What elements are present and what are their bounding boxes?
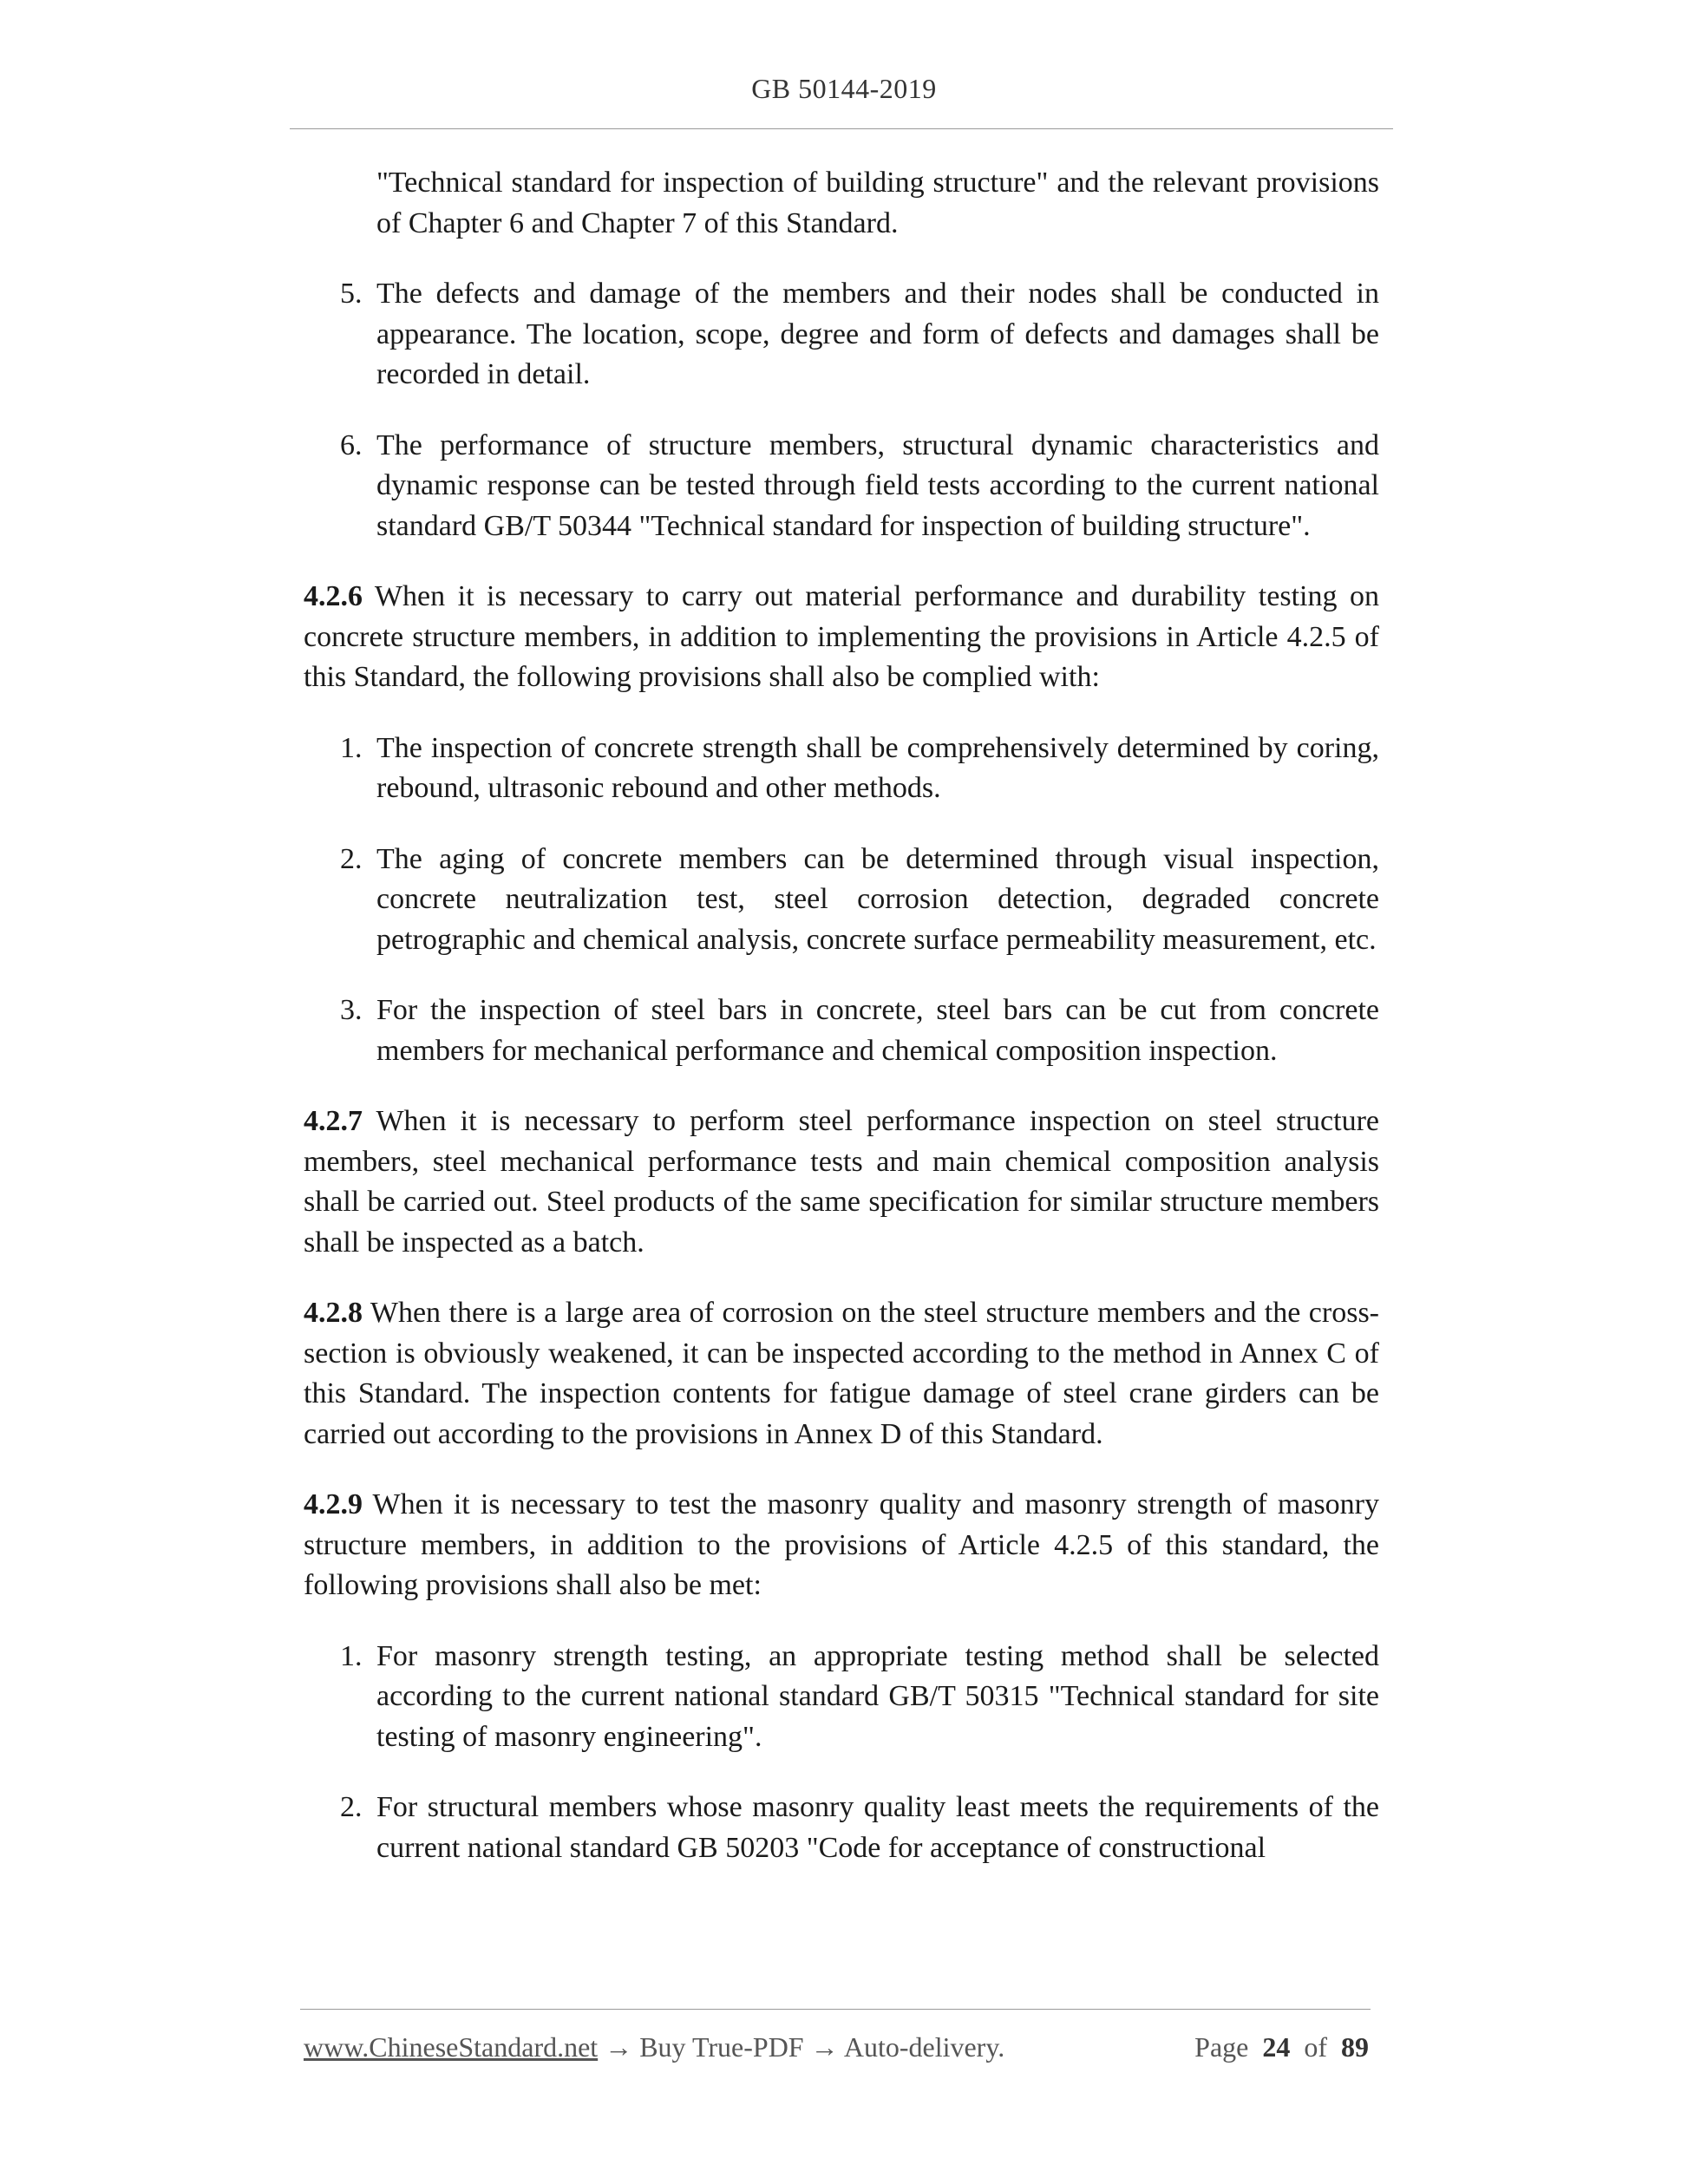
list-item <box>304 1788 1379 1868</box>
list-item-number: 2. <box>340 842 363 875</box>
clause-number: 4.2.6 <box>304 580 363 612</box>
list-item <box>304 840 1379 961</box>
buy-pdf-text: Buy True-PDF <box>639 2031 804 2063</box>
page-number: 24 <box>1262 2031 1291 2063</box>
list-item <box>304 729 1379 809</box>
list-item <box>304 1637 1379 1758</box>
clause-4-2-9 <box>304 1485 1379 1606</box>
arrow-right-icon: → <box>598 2031 640 2063</box>
clause-number: 4.2.9 <box>304 1488 363 1520</box>
footer-divider <box>300 2009 1371 2010</box>
list-item-number: 5. <box>340 278 363 310</box>
page-label: Page <box>1194 2031 1249 2063</box>
website-link[interactable]: www.ChineseStandard.net <box>304 2031 599 2063</box>
page-total: 89 <box>1341 2031 1369 2063</box>
list-item-text: The performance of structure members, structural dynamic characteristics and dynamic response can be tested through field tests according to the current national standard GB/T 50344 "Technical standard for inspection of building structure". <box>376 428 1379 542</box>
list-item-number: 2. <box>340 1791 363 1823</box>
continuation-paragraph: "Technical standard for inspection of building structure" and the relevant provisions of Chapter 6 and Chapter 7 of this Standard. <box>376 167 1379 239</box>
list-item-text: The defects and damage of the members and their nodes shall be conducted in appearance. The location, scope, degree and form of defects and damages shall be recorded in detail. <box>376 278 1379 390</box>
list-item-text: The inspection of concrete strength shall be comprehensively determined by coring, rebound, ultrasonic rebound and other methods. <box>376 731 1379 804</box>
page-indicator <box>1194 2031 1369 2063</box>
footer-links <box>304 2031 1004 2063</box>
list-item-text: For structural members whose masonry quality least meets the requirements of the current national standard GB 50203 "Code for acceptance of constructional <box>376 1791 1379 1864</box>
clause-4-2-6 <box>304 577 1379 698</box>
document-body <box>304 163 1379 1899</box>
clause-number: 4.2.8 <box>304 1297 363 1329</box>
page-header <box>0 73 1688 105</box>
clause-4-2-8 <box>304 1293 1379 1455</box>
list-item-number: 6. <box>340 428 363 461</box>
arrow-right-icon: → <box>803 2031 844 2063</box>
list-item <box>304 991 1379 1071</box>
list-item-number: 3. <box>340 994 363 1026</box>
list-item-text: For masonry strength testing, an appropriate testing method shall be selected according to the current national standard GB/T 50315 "Technical standard for site testing of masonry engineering". <box>376 1639 1379 1753</box>
auto-delivery-text: Auto-delivery. <box>843 2031 1005 2063</box>
list-item-text: The aging of concrete members can be determined through visual inspection, concrete neutralization test, steel corrosion detection, degraded concrete petrographic and chemical analysis, concrete surface permeability measurement, etc. <box>376 842 1379 956</box>
list-item-number: 1. <box>340 1639 363 1672</box>
list-item-text: For the inspection of steel bars in concrete, steel bars can be cut from concrete members for mechanical performance and chemical composition inspection. <box>376 994 1379 1067</box>
clause-text: When there is a large area of corrosion on the steel structure members and the cross-section is obviously weakened, it can be inspected according to the method in Annex C of this Standard. The inspection contents for fatigue damage of steel crane girders can be carried out according to the provisions in Annex D of this Standard. <box>304 1297 1379 1450</box>
of-label: of <box>1304 2031 1327 2063</box>
header-title: GB 50144-2019 <box>751 73 937 104</box>
list-item <box>304 274 1379 396</box>
clause-text: When it is necessary to perform steel performance inspection on steel structure members, steel mechanical performance tests and main chemical composition analysis shall be carried out. Steel products of the same specification for similar structure members shall be inspected as a batch. <box>304 1105 1379 1259</box>
list-item-number: 1. <box>340 731 363 764</box>
clause-4-2-7 <box>304 1102 1379 1263</box>
clause-number: 4.2.7 <box>304 1105 363 1137</box>
clause-text: When it is necessary to carry out material performance and durability testing on concrete structure members, in addition to implementing the provisions in Article 4.2.5 of this Standard, the following provisions shall also be complied with: <box>304 580 1379 693</box>
list-item <box>304 426 1379 547</box>
header-divider <box>290 128 1393 129</box>
clause-text: When it is necessary to test the masonry quality and masonry strength of masonry structure members, in addition to the provisions of Article 4.2.5 of this standard, the following provisions shall also be met: <box>304 1488 1379 1601</box>
